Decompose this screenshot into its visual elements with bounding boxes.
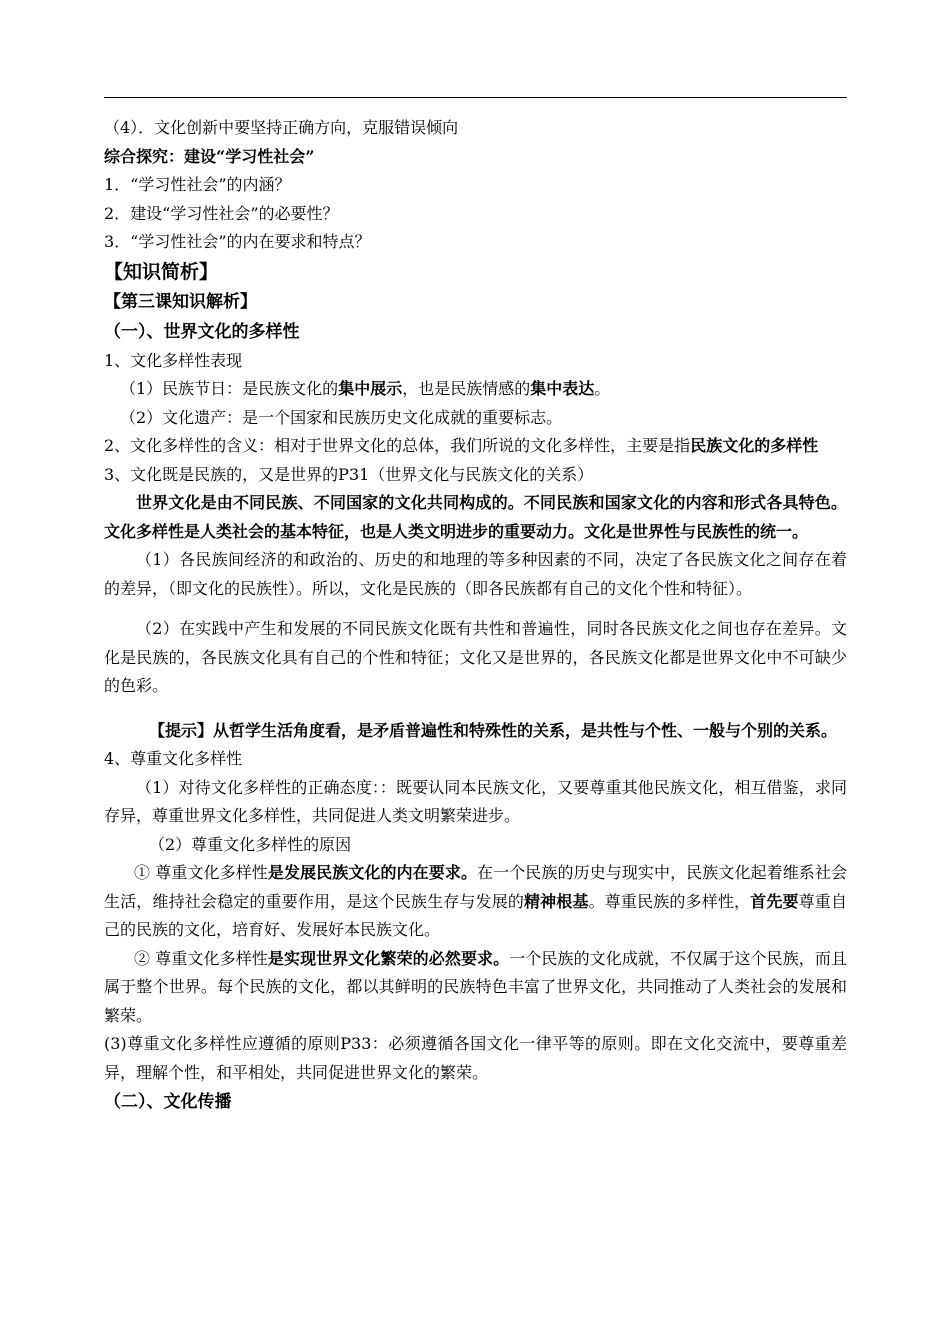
text-span: 尊重自己的民族的文化，培育好、发展好本民族文化。 [104, 891, 847, 939]
paragraph: （2）尊重文化多样性的原因 [149, 834, 352, 854]
paragraph [104, 859, 847, 945]
text-span: ② 尊重文化多样性 [134, 948, 268, 968]
paragraph: (3)尊重文化多样性应遵循的原则P33：必须遵循各国文化一律平等的原则。即在文化交流中，要尊重差异，理解个性，和平相处，共同促进世界文化的繁荣。 [104, 1034, 847, 1082]
text-span: （1）民族节日：是民族文化的 [120, 379, 339, 398]
list-item: 2．建设“学习性社会”的必要性？ [104, 203, 339, 223]
text-span: 。 [594, 379, 611, 398]
heading-cultural-diversity: （一）、世界文化的多样性 [104, 321, 300, 342]
text-span: 2、文化多样性的含义：相对于世界文化的总体，我们所说的文化多样性，主要是指 [104, 436, 691, 455]
subsection-title: 3、文化既是民族的，又是世界的P31（世界文化与民族文化的关系） [104, 464, 594, 484]
paragraph: （2）在实践中产生和发展的不同民族文化既有共性和普遍性，同时各民族文化之间也存在差异。文化是民族的，各民族文化具有自己的个性和特征；文化又是世界的，各民族文化都是世界文化中不可缺少的色彩。 [104, 619, 847, 695]
list-item: 1．“学习性社会”的内涵？ [104, 175, 291, 194]
text-span: 。尊重民族的多样性， [588, 891, 751, 911]
paragraph: （1）对待文化多样性的正确态度：：既要认同本民族文化，又要尊重其他民族文化，相互借鉴，求同存异，尊重世界文化多样性，共同促进人类文明繁荣进步。 [104, 777, 847, 825]
bold-paragraph: 世界文化是由不同民族、不同国家的文化共同构成的。不同民族和国家文化的内容和形式各具特色。文化多样性是人类社会的基本特征，也是人类文明进步的重要动力。文化是世界性与民族性的统一。 [104, 493, 847, 541]
list-item: 3．“学习性社会”的内在要求和特点？ [104, 232, 371, 251]
bold-span: 是发展民族文化的内在要求。 [267, 863, 478, 882]
text-span: 一个民族的文化成就，不仅属于这个民族，而且属于整个世界。每个民族的文化，都以其鲜明的民族特色丰富了世界文化，共同推动了人类社会的发展和繁荣。 [104, 948, 847, 1025]
bold-span: 是实现世界文化繁荣的必然要求。 [267, 948, 510, 968]
subsection-title: 4、尊重文化多样性 [104, 749, 243, 768]
paragraph: （1）各民族间经济的和政治的、历史的和地理的等多种因素的不同，决定了各民族文化之间存在着的差异，（即文化的民族性）。所以，文化是民族的（即各民族都有自己的文化个性和特征）。 [104, 550, 847, 598]
paragraph [104, 432, 847, 461]
heading-lesson-three: 【第三课知识解析】 [104, 291, 257, 312]
text-line: （4）．文化创新中要坚持正确方向，克服错误倾向 [104, 118, 459, 137]
text-span: 在一个民族的历史与现实中，民族文化起着维系社会生活，维持社会稳定的重要作用，是这个民族生存与发展的 [104, 863, 847, 911]
heading-cultural-transmission: （二）、文化传播 [104, 1092, 232, 1112]
section-heading: 综合探究：建设“学习性社会” [104, 146, 315, 166]
header-rule [104, 97, 847, 98]
text-span: ，也是民族情感的 [402, 379, 531, 398]
tip-paragraph: 【提示】从哲学生活角度看，是矛盾普遍性和特殊性的关系，是共性与个性、一般与个别的关系。 [149, 720, 838, 740]
bold-span: 集中展示 [338, 379, 403, 398]
bold-span: 集中表达 [530, 379, 595, 398]
document-body [104, 114, 847, 1117]
bold-span: 民族文化的多样性 [690, 436, 819, 455]
paragraph [104, 375, 847, 404]
paragraph: （2）文化遗产：是一个国家和民族历史文化成就的重要标志。 [120, 407, 563, 427]
paragraph [104, 945, 847, 1031]
bold-span: 首先要 [750, 891, 799, 911]
subsection-title: 1、文化多样性表现 [104, 350, 243, 370]
bold-span: 精神根基 [524, 891, 589, 911]
heading-knowledge-analysis: 【知识简析】 [104, 260, 219, 283]
text-span: ① 尊重文化多样性 [134, 863, 268, 882]
